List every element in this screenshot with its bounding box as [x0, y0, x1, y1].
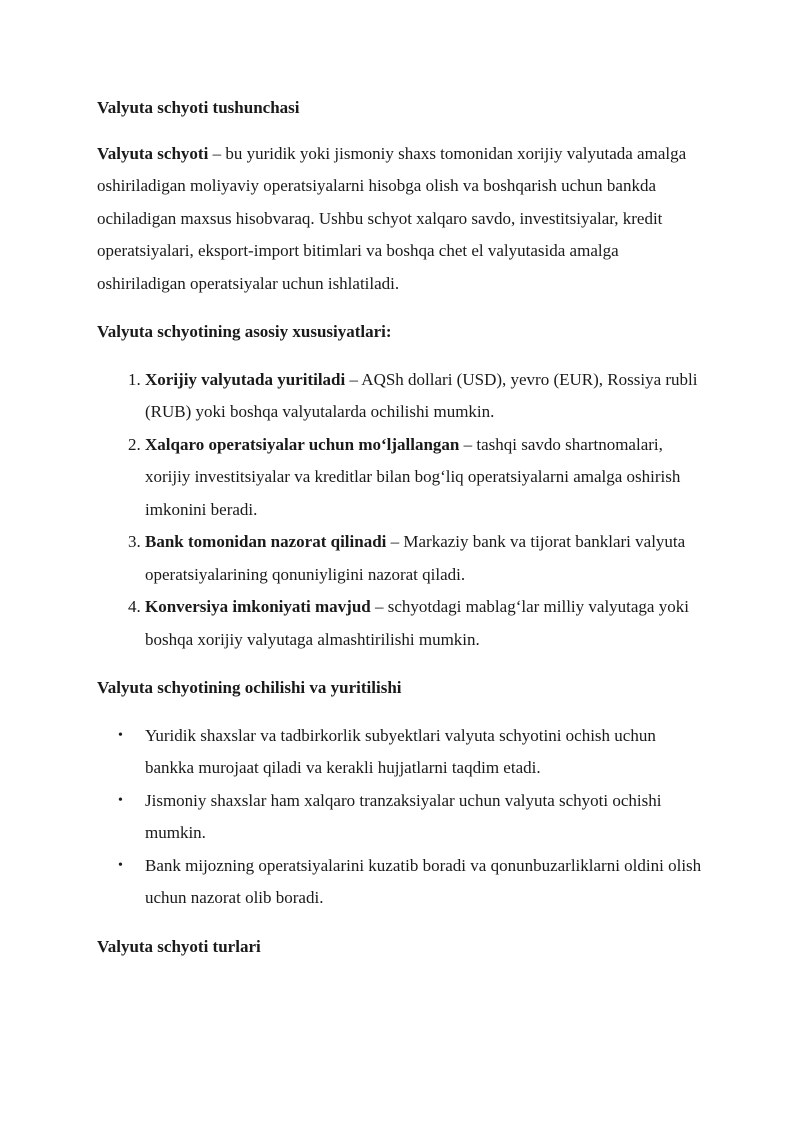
feature-text: – schyotdagi mablag‘lar milliy valyutaga yoki boshqa xorijiy valyutaga almashtirilishi mumkin. — [145, 597, 689, 649]
feature-text: – AQSh dollari (USD), yevro (EUR), Rossiya rubli (RUB) yoki boshqa valyutalarda ochilishi mumkin. — [145, 369, 698, 421]
list-item — [145, 591, 707, 656]
intro-text: – bu yuridik yoki jismoniy shaxs tomonidan xorijiy valyutada amalga oshiriladigan moliyaviy operatsiyalarni hisobga olish va boshqarish uchun bankda ochiladigan maxsus hisobvaraq. Ushbu schyot xalqaro savdo, investitsiyalar, kredit operatsiyalari, eksport-import bitimlari va boshqa chet el valyutasida amalga oshiriladigan operatsiyalar uchun ishlatiladi. — [97, 143, 687, 293]
bullet-icon: • — [118, 727, 123, 743]
intro-term: Valyuta schyoti — [97, 143, 209, 163]
feature-text: – tashqi savdo shartnomalari, xorijiy investitsiyalar va kreditlar bilan bog‘liq operatsiyalarni amalga oshirish imkonini beradi. — [145, 434, 681, 519]
list-item — [118, 850, 707, 915]
list-item — [118, 785, 707, 850]
feature-term: Konversiya imkoniyati mavjud — [145, 597, 371, 616]
intro-paragraph — [97, 138, 707, 301]
bullet-text: Jismoniy shaxslar ham xalqaro tranzaksiyalar uchun valyuta schyoti ochishi mumkin. — [145, 790, 662, 842]
list-item — [145, 429, 707, 527]
list-item — [145, 526, 707, 591]
bullet-text: Yuridik shaxslar va tadbirkorlik subyektlari valyuta schyotini ochish uchun bankka murojaat qiladi va kerakli hujjatlarni taqdim etadi. — [145, 725, 656, 777]
feature-text: – Markaziy bank va tijorat banklari valyuta operatsiyalarining qonuniyligini nazorat qiladi. — [145, 532, 686, 584]
list-item — [118, 720, 707, 785]
feature-term: Xorijiy valyutada yuritiladi — [145, 369, 346, 389]
section-title-features: Valyuta schyotining asosiy xususiyatlari: — [97, 322, 392, 341]
bullet-icon: • — [118, 857, 123, 873]
features-list — [97, 364, 707, 657]
opening-bullets — [97, 720, 707, 915]
bullet-icon: • — [118, 792, 123, 808]
section-title-opening: Valyuta schyotining ochilishi va yuritilishi — [97, 678, 402, 697]
section-title-concept: Valyuta schyoti tushunchasi — [97, 98, 300, 117]
list-item — [145, 364, 707, 429]
feature-term: Bank tomonidan nazorat qilinadi — [145, 532, 387, 551]
section-title-types: Valyuta schyoti turlari — [97, 936, 261, 956]
bullet-text: Bank mijozning operatsiyalarini kuzatib boradi va qonunbuzarliklarni oldini olish uchun nazorat olib boradi. — [145, 855, 702, 907]
feature-term: Xalqaro operatsiyalar uchun mo‘ljallangan — [145, 434, 460, 454]
document-page — [97, 92, 707, 963]
